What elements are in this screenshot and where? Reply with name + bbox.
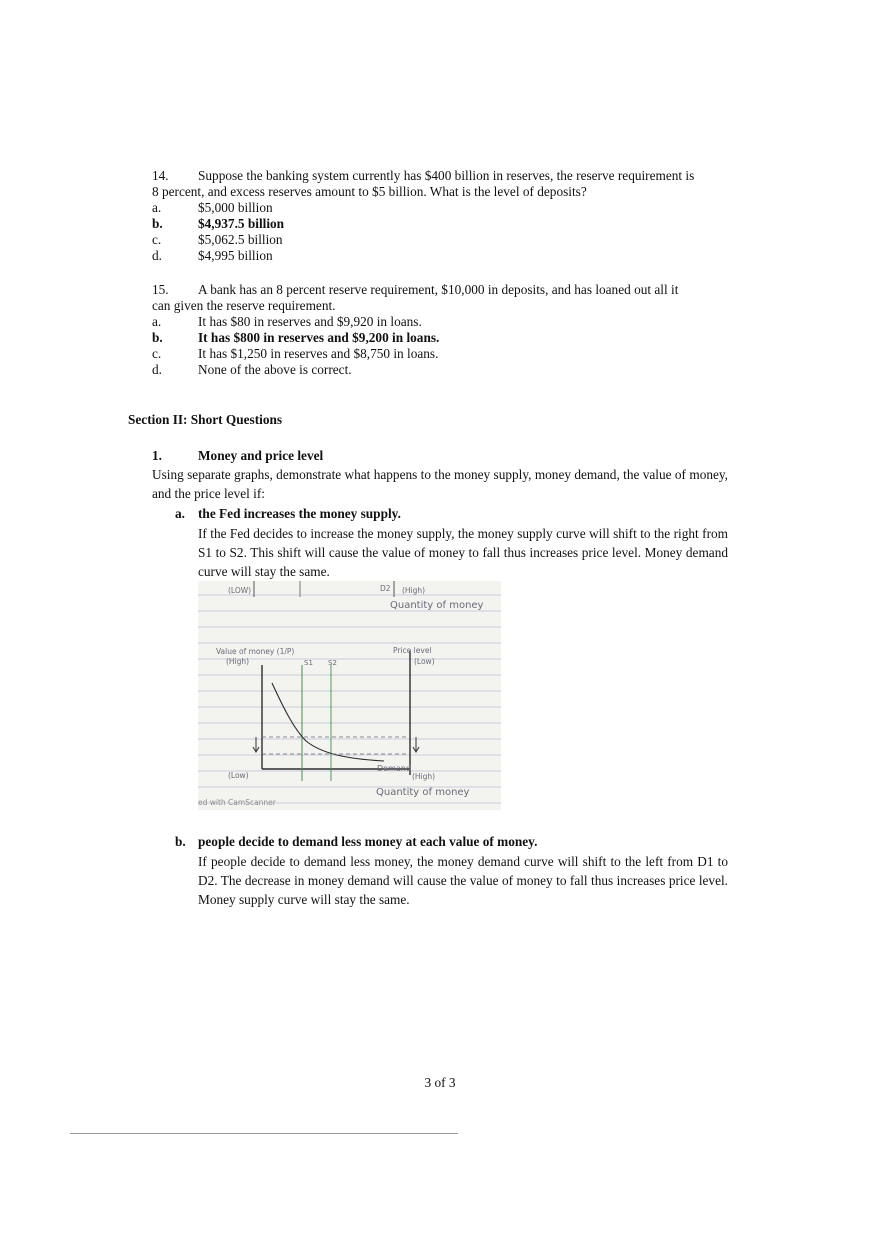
q1-number: 1. xyxy=(152,448,162,463)
s2-label: S2 xyxy=(328,659,337,667)
bottom-low-label: (Low) xyxy=(228,771,249,780)
question-14-stem: Suppose the banking system currently has $400 billion in reserves, the reserve requirement is xyxy=(198,168,695,183)
option-b-correct: b. It has $800 in reserves and $9,200 in loans. xyxy=(152,330,440,345)
y-high-label: (High) xyxy=(226,657,250,666)
q1-prompt: Using separate graphs, demonstrate what happens to the money supply, money demand, the value of money, and the price level if: xyxy=(152,467,728,501)
part-b-label: b. xyxy=(175,834,186,849)
option-b-correct: b. $4,937.5 billion xyxy=(152,216,285,231)
part-a-title: the Fed increases the money supply. xyxy=(198,506,401,521)
question-14-stem-line2: 8 percent, and excess reserves amount to $5 billion. What is the level of deposits? xyxy=(152,184,587,199)
part-b-answer: If people decide to demand less money, the money demand curve will shift to the left from D1 to D2. The decrease in money demand will cause the value of money to fall thus increases price level. Money supply curve will stay the same. xyxy=(198,854,728,907)
part-a-label: a. xyxy=(175,506,185,521)
price-low-label: (Low) xyxy=(414,657,435,666)
price-level-label: Price level xyxy=(393,646,432,655)
camscanner-watermark: ed with CamScanner xyxy=(198,798,276,807)
question-15 xyxy=(152,282,732,378)
top-low-label: (LOW) xyxy=(228,586,252,595)
footer-rule xyxy=(70,1133,458,1134)
sketch-svg xyxy=(198,581,501,810)
option-c: c. It has $1,250 in reserves and $8,750 in loans. xyxy=(152,346,439,361)
top-d2-label: D2 xyxy=(380,584,391,593)
x-axis-label: Quantity of money xyxy=(376,787,470,798)
q1-title: Money and price level xyxy=(198,448,324,463)
question-14 xyxy=(152,168,732,264)
question-14-stem-line1 xyxy=(152,168,732,184)
option-d: d. None of the above is correct. xyxy=(152,362,352,377)
top-quantity-label: Quantity of money xyxy=(390,600,484,611)
question-15-stem: A bank has an 8 percent reserve requirement, $10,000 in deposits, and has loaned out all it xyxy=(198,282,679,297)
option-c: c. $5,062.5 billion xyxy=(152,232,283,247)
s1-label: S1 xyxy=(304,659,313,667)
top-high-label: (High) xyxy=(402,586,426,595)
option-a: a. $5,000 billion xyxy=(152,200,273,215)
page-number: 3 of 3 xyxy=(424,1075,456,1090)
option-a: a. It has $80 in reserves and $9,920 in loans. xyxy=(152,314,422,329)
demand-label: Demand xyxy=(377,764,411,773)
question-15-number: 15. xyxy=(152,282,169,297)
bottom-high-label: (High) xyxy=(412,772,436,781)
section-title: Section II: Short Questions xyxy=(128,412,283,427)
question-15-stem-line2: can given the reserve requirement. xyxy=(152,298,336,313)
money-market-sketch xyxy=(198,581,501,810)
y-axis-label: Value of money (1/P) xyxy=(216,647,295,656)
question-15-stem-line1 xyxy=(152,282,732,298)
option-d: d. $4,995 billion xyxy=(152,248,273,263)
part-a-answer: If the Fed decides to increase the money supply, the money supply curve will shift to the right from S1 to S2. This shift will cause the value of money to fall thus increases price level. Money demand curve will stay the same. xyxy=(198,526,728,579)
question-14-number: 14. xyxy=(152,168,169,183)
part-b-title: people decide to demand less money at each value of money. xyxy=(198,834,538,849)
